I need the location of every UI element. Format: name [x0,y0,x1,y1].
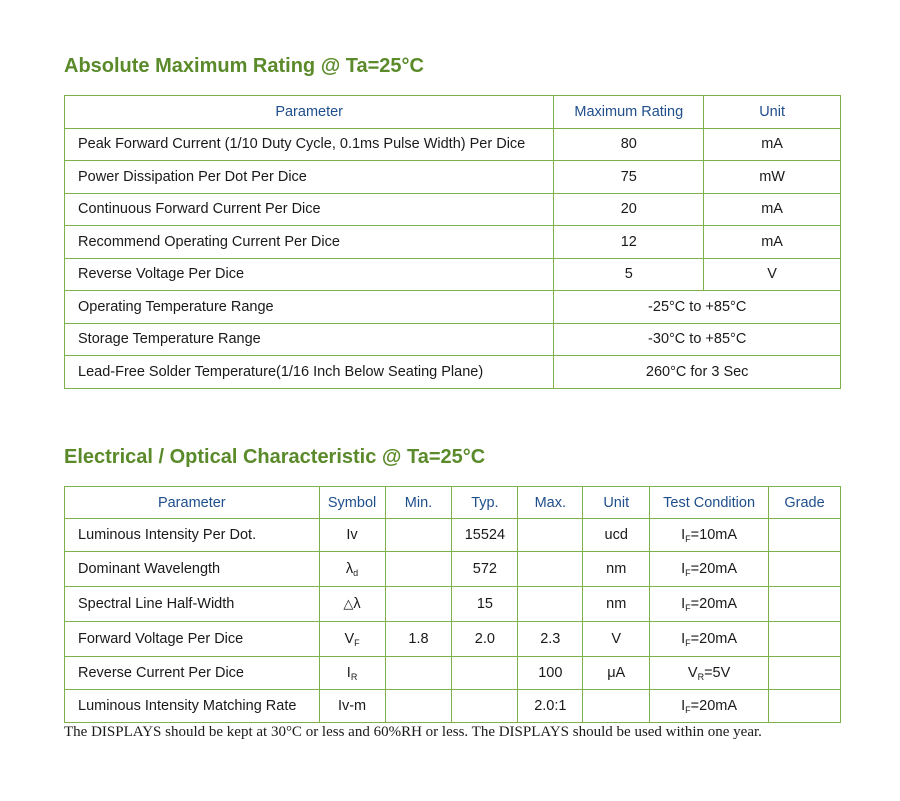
typ-cell: 15524 [452,519,518,552]
table-row [65,657,841,690]
test-condition-cell [650,657,769,690]
symbol-main: λ [345,560,354,577]
header-grade: Grade [769,487,841,519]
max-cell [518,519,583,552]
header-unit: Unit [583,487,650,519]
min-cell: 1.8 [385,622,452,657]
typ-cell: 15 [452,587,518,622]
table-row [65,226,841,259]
grade-cell [769,587,841,622]
parameter-cell: Power Dissipation Per Dot Per Dice [65,161,554,194]
condition-subscript: F [685,533,691,544]
min-cell [385,690,452,723]
test-condition-cell [650,622,769,657]
parameter-cell: Recommend Operating Current Per Dice [65,226,554,259]
test-condition-cell [650,690,769,723]
min-cell [385,657,452,690]
header-min: Min. [385,487,452,519]
table-header-row [65,487,841,519]
header-unit: Unit [704,96,841,129]
electrical-optical-table [64,486,841,723]
min-cell [385,552,452,587]
max-cell [518,587,583,622]
min-cell [385,519,452,552]
condition-subscript: F [685,567,691,578]
unit-cell: μA [583,657,650,690]
condition-value: =5V [704,664,731,681]
rating-cell: 20 [554,193,704,226]
symbol-main: Iv [346,526,358,543]
electrical-optical-rows [65,519,841,723]
header-test-condition: Test Condition [650,487,769,519]
parameter-cell: Operating Temperature Range [65,291,554,324]
parameter-cell: Spectral Line Half-Width [65,587,320,622]
rating-cell: 80 [554,128,704,161]
unit-cell [583,690,650,723]
table-row [65,356,841,389]
condition-value: =20mA [690,630,738,647]
condition-subscript: F [685,704,691,715]
unit-cell: mA [704,226,841,259]
condition-value: =10mA [690,526,738,543]
max-cell: 2.3 [518,622,583,657]
test-condition-cell [650,587,769,622]
rating-cell: 12 [554,226,704,259]
absolute-max-rating-table [64,95,841,389]
symbol-cell [319,622,385,657]
symbol-cell [319,519,385,552]
parameter-cell: Reverse Voltage Per Dice [65,258,554,291]
table-row [65,193,841,226]
table-row [65,587,841,622]
parameter-cell: Reverse Current Per Dice [65,657,320,690]
table-row [65,622,841,657]
symbol-prefix: △ [343,595,354,611]
grade-cell [769,552,841,587]
unit-cell: mA [704,128,841,161]
parameter-cell: Storage Temperature Range [65,323,554,356]
symbol-main: λ [353,595,361,612]
condition-subscript: F [685,637,691,648]
parameter-cell: Luminous Intensity Matching Rate [65,690,320,723]
symbol-main: Iv-m [337,697,367,714]
unit-cell: V [583,622,650,657]
unit-cell: mA [704,193,841,226]
table-row [65,291,841,324]
max-cell [518,552,583,587]
parameter-cell: Dominant Wavelength [65,552,320,587]
rating-merged-cell: -30°C to +85°C [554,323,841,356]
parameter-cell: Lead-Free Solder Temperature(1/16 Inch Below Seating Plane) [65,356,554,389]
typ-cell [452,657,518,690]
condition-main: I [681,630,686,647]
header-parameter: Parameter [65,487,320,519]
test-condition-cell [650,552,769,587]
min-cell [385,587,452,622]
symbol-subscript: R [350,671,358,682]
condition-main: I [681,697,686,714]
max-cell: 100 [518,657,583,690]
condition-main: I [681,560,686,577]
storage-note: The DISPLAYS should be kept at 30°C or less and 60%RH or less. The DISPLAYS should be used within one year. [64,724,762,740]
unit-cell: nm [583,552,650,587]
parameter-cell: Peak Forward Current (1/10 Duty Cycle, 0.1ms Pulse Width) Per Dice [65,128,554,161]
header-parameter: Parameter [65,96,554,129]
parameter-cell: Luminous Intensity Per Dot. [65,519,320,552]
condition-subscript: R [697,671,705,682]
parameter-cell: Forward Voltage Per Dice [65,622,320,657]
electrical-optical-title: Electrical / Optical Characteristic @ Ta=25°C [64,446,486,468]
header-max: Max. [518,487,583,519]
symbol-cell [319,690,385,723]
table-row [65,690,841,723]
unit-cell: mW [704,161,841,194]
header-maximum-rating: Maximum Rating [554,96,704,129]
symbol-subscript: d [353,567,359,578]
grade-cell [769,657,841,690]
rating-merged-cell: -25°C to +85°C [554,291,841,324]
unit-cell: V [704,258,841,291]
header-typ: Typ. [452,487,518,519]
table-row [65,323,841,356]
table-row [65,161,841,194]
rating-cell: 75 [554,161,704,194]
typ-cell: 2.0 [452,622,518,657]
condition-main: V [687,664,698,681]
test-condition-cell [650,519,769,552]
symbol-cell [319,552,385,587]
typ-cell: 572 [452,552,518,587]
grade-cell [769,622,841,657]
rating-merged-cell: 260°C for 3 Sec [554,356,841,389]
rating-cell: 5 [554,258,704,291]
condition-main: I [681,595,686,612]
grade-cell [769,690,841,723]
symbol-subscript: F [354,637,360,648]
table-row [65,258,841,291]
symbol-main: I [346,664,351,681]
symbol-cell [319,587,385,622]
max-cell: 2.0:1 [518,690,583,723]
symbol-main: V [344,630,355,647]
parameter-cell: Continuous Forward Current Per Dice [65,193,554,226]
unit-cell: nm [583,587,650,622]
condition-subscript: F [685,602,691,613]
condition-main: I [681,526,686,543]
condition-value: =20mA [690,697,738,714]
typ-cell [452,690,518,723]
grade-cell [769,519,841,552]
table-row [65,519,841,552]
header-symbol: Symbol [319,487,385,519]
table-row [65,128,841,161]
condition-value: =20mA [690,560,738,577]
table-row [65,552,841,587]
unit-cell: ucd [583,519,650,552]
condition-value: =20mA [690,595,738,612]
symbol-cell [319,657,385,690]
absolute-max-rating-title: Absolute Maximum Rating @ Ta=25°C [64,55,424,77]
table-header-row [65,96,841,129]
